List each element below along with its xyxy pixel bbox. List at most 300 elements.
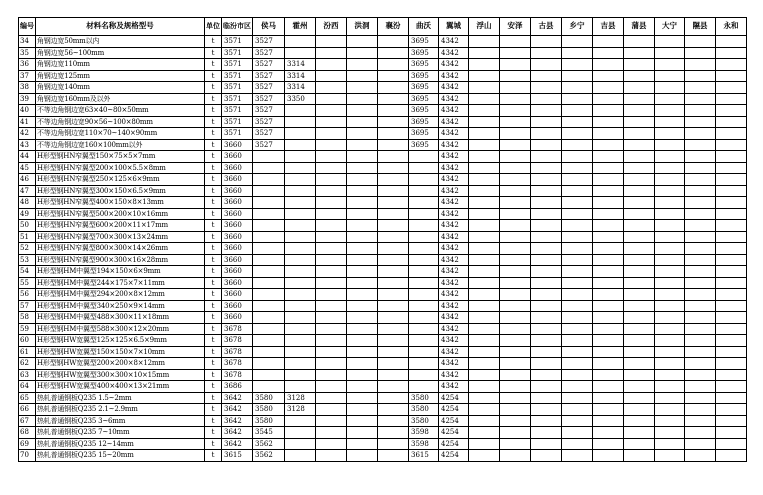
material-name-cell: H形型钢HM中翼型294×200×8×12mm: [36, 289, 205, 301]
material-name-cell: H形型钢HN窄翼型600×200×11×17mm: [36, 220, 205, 232]
price-cell: [316, 185, 347, 197]
price-cell: [378, 82, 409, 94]
material-name-cell: 不等边角钢边宽90×56~100×80mm: [36, 116, 205, 128]
price-cell: [655, 220, 685, 232]
price-cell: [285, 220, 316, 232]
price-cell: [469, 369, 500, 381]
price-cell: [316, 312, 347, 324]
price-cell: [685, 312, 716, 324]
price-cell: 3580: [253, 415, 285, 427]
row-number-cell: 56: [19, 289, 36, 301]
price-cell: [685, 300, 716, 312]
row-number-cell: 58: [19, 312, 36, 324]
material-name-cell: 不等边角钢边宽110×70~140×90mm: [36, 128, 205, 140]
price-cell: [285, 162, 316, 174]
price-cell: [316, 93, 347, 105]
price-cell: [316, 162, 347, 174]
price-cell: [655, 381, 685, 393]
material-name-cell: 热轧普通钢板Q235 3~6mm: [36, 415, 205, 427]
price-cell: [531, 312, 562, 324]
price-cell: [316, 231, 347, 243]
price-cell: [685, 450, 716, 462]
price-cell: 4342: [439, 105, 469, 117]
price-cell: 3642: [222, 438, 253, 450]
price-cell: [469, 93, 500, 105]
price-cell: [285, 300, 316, 312]
price-cell: 4342: [439, 116, 469, 128]
price-cell: 3678: [222, 358, 253, 370]
price-cell: [347, 116, 378, 128]
table-row: [19, 404, 747, 416]
material-name-cell: H形型钢HN窄翼型900×300×16×28mm: [36, 254, 205, 266]
price-cell: [531, 427, 562, 439]
price-cell: [500, 254, 531, 266]
price-cell: [685, 231, 716, 243]
price-cell: [285, 335, 316, 347]
table-row: [19, 128, 747, 140]
price-cell: 4342: [439, 36, 469, 48]
price-cell: 3660: [222, 243, 253, 255]
header-row: [19, 18, 747, 36]
price-cell: [253, 185, 285, 197]
price-cell: [409, 277, 439, 289]
price-cell: [500, 266, 531, 278]
price-cell: [500, 47, 531, 59]
price-cell: [469, 128, 500, 140]
price-cell: [624, 254, 655, 266]
unit-cell: t: [205, 174, 222, 186]
price-cell: [347, 346, 378, 358]
price-cell: [347, 254, 378, 266]
price-cell: [378, 220, 409, 232]
price-cell: [253, 358, 285, 370]
price-cell: [655, 231, 685, 243]
price-cell: [531, 139, 562, 151]
price-cell: [685, 128, 716, 140]
price-cell: [469, 185, 500, 197]
price-cell: [469, 139, 500, 151]
material-name-cell: H形型钢HM中翼型244×175×7×11mm: [36, 277, 205, 289]
price-cell: [562, 197, 593, 209]
row-number-cell: 41: [19, 116, 36, 128]
price-cell: 4342: [439, 208, 469, 220]
price-cell: [593, 220, 624, 232]
price-cell: [347, 59, 378, 71]
price-cell: 3660: [222, 266, 253, 278]
price-cell: [316, 404, 347, 416]
price-cell: [316, 392, 347, 404]
price-cell: [593, 346, 624, 358]
price-cell: [716, 174, 747, 186]
price-cell: 3527: [253, 139, 285, 151]
price-cell: [347, 369, 378, 381]
price-cell: 4342: [439, 254, 469, 266]
price-cell: [500, 358, 531, 370]
price-cell: [285, 116, 316, 128]
unit-cell: t: [205, 427, 222, 439]
material-name-cell: H形型钢HN窄翼型200×100×5.5×8mm: [36, 162, 205, 174]
price-cell: [655, 254, 685, 266]
price-cell: [378, 415, 409, 427]
column-header: 永和: [716, 18, 747, 36]
price-cell: [285, 36, 316, 48]
unit-cell: t: [205, 93, 222, 105]
row-number-cell: 65: [19, 392, 36, 404]
price-cell: [562, 266, 593, 278]
price-cell: 3128: [285, 404, 316, 416]
price-cell: 4342: [439, 59, 469, 71]
unit-cell: t: [205, 47, 222, 59]
price-cell: [716, 300, 747, 312]
unit-cell: t: [205, 369, 222, 381]
price-cell: [378, 289, 409, 301]
price-cell: [500, 128, 531, 140]
price-cell: [378, 438, 409, 450]
price-cell: [285, 323, 316, 335]
price-cell: [285, 208, 316, 220]
price-cell: [624, 289, 655, 301]
price-cell: [593, 82, 624, 94]
price-cell: [593, 139, 624, 151]
price-cell: [409, 185, 439, 197]
price-cell: [593, 243, 624, 255]
price-cell: [347, 392, 378, 404]
price-cell: [500, 36, 531, 48]
price-cell: [347, 82, 378, 94]
price-cell: [593, 277, 624, 289]
price-cell: [716, 438, 747, 450]
price-cell: [500, 208, 531, 220]
material-name-cell: 角钢边宽160mm及以外: [36, 93, 205, 105]
price-cell: 3660: [222, 231, 253, 243]
price-cell: [624, 392, 655, 404]
table-row: [19, 438, 747, 450]
table-row: [19, 266, 747, 278]
price-cell: [624, 59, 655, 71]
price-cell: 4342: [439, 369, 469, 381]
price-cell: [685, 82, 716, 94]
price-cell: [531, 36, 562, 48]
column-header: 襄汾: [378, 18, 409, 36]
price-cell: [655, 185, 685, 197]
price-cell: [655, 323, 685, 335]
row-number-cell: 57: [19, 300, 36, 312]
price-cell: [624, 404, 655, 416]
price-cell: [469, 151, 500, 163]
price-cell: [716, 36, 747, 48]
price-cell: 3695: [409, 47, 439, 59]
unit-cell: t: [205, 323, 222, 335]
table-row: [19, 312, 747, 324]
price-cell: 3678: [222, 369, 253, 381]
unit-cell: t: [205, 289, 222, 301]
price-cell: 3598: [409, 427, 439, 439]
price-cell: [531, 369, 562, 381]
table-row: [19, 197, 747, 209]
price-cell: [500, 381, 531, 393]
price-cell: [285, 254, 316, 266]
table-row: [19, 346, 747, 358]
price-cell: 3527: [253, 116, 285, 128]
table-row: [19, 139, 747, 151]
price-cell: [655, 116, 685, 128]
price-cell: [500, 231, 531, 243]
column-header: 单位: [205, 18, 222, 36]
row-number-cell: 36: [19, 59, 36, 71]
material-name-cell: H形型钢HW宽翼型200×200×8×12mm: [36, 358, 205, 370]
price-cell: [593, 323, 624, 335]
price-cell: 3642: [222, 415, 253, 427]
row-number-cell: 55: [19, 277, 36, 289]
price-cell: 3350: [285, 93, 316, 105]
price-cell: [624, 197, 655, 209]
price-cell: [685, 139, 716, 151]
price-cell: 3128: [285, 392, 316, 404]
column-header: 翼城: [439, 18, 469, 36]
price-cell: [562, 174, 593, 186]
price-cell: [316, 197, 347, 209]
price-cell: [347, 450, 378, 462]
price-cell: [655, 312, 685, 324]
price-cell: [469, 220, 500, 232]
column-header: 隰县: [685, 18, 716, 36]
price-cell: [716, 323, 747, 335]
price-cell: [531, 174, 562, 186]
price-cell: [347, 162, 378, 174]
price-cell: [253, 197, 285, 209]
price-cell: [655, 174, 685, 186]
unit-cell: t: [205, 392, 222, 404]
price-cell: [316, 128, 347, 140]
price-cell: [469, 82, 500, 94]
price-cell: [685, 358, 716, 370]
price-cell: 4342: [439, 243, 469, 255]
price-cell: [655, 427, 685, 439]
price-cell: [285, 185, 316, 197]
price-cell: [593, 254, 624, 266]
row-number-cell: 47: [19, 185, 36, 197]
price-cell: [716, 277, 747, 289]
price-cell: [316, 220, 347, 232]
price-cell: [285, 277, 316, 289]
price-cell: [347, 197, 378, 209]
price-cell: [285, 174, 316, 186]
table-row: [19, 174, 747, 186]
price-cell: 3660: [222, 300, 253, 312]
price-cell: 3527: [253, 70, 285, 82]
table-row: [19, 116, 747, 128]
price-cell: [469, 381, 500, 393]
price-cell: [316, 82, 347, 94]
price-cell: [316, 174, 347, 186]
price-cell: [685, 174, 716, 186]
column-header: 大宁: [655, 18, 685, 36]
price-cell: [716, 59, 747, 71]
price-cell: 3660: [222, 197, 253, 209]
price-cell: [378, 151, 409, 163]
price-cell: [469, 438, 500, 450]
price-cell: [593, 93, 624, 105]
price-cell: [531, 438, 562, 450]
price-cell: [655, 70, 685, 82]
price-cell: [593, 438, 624, 450]
price-cell: 4342: [439, 358, 469, 370]
price-cell: [409, 312, 439, 324]
price-cell: 3314: [285, 70, 316, 82]
price-cell: [562, 404, 593, 416]
price-cell: 4342: [439, 300, 469, 312]
price-cell: [378, 231, 409, 243]
price-cell: 3678: [222, 323, 253, 335]
unit-cell: t: [205, 358, 222, 370]
column-header: 侯马: [253, 18, 285, 36]
price-cell: 3695: [409, 36, 439, 48]
price-cell: [285, 105, 316, 117]
price-cell: [347, 128, 378, 140]
price-cell: [624, 277, 655, 289]
price-cell: [562, 208, 593, 220]
price-cell: [253, 231, 285, 243]
row-number-cell: 38: [19, 82, 36, 94]
price-cell: [655, 36, 685, 48]
price-cell: [285, 415, 316, 427]
price-cell: 3695: [409, 105, 439, 117]
price-cell: [409, 369, 439, 381]
material-name-cell: 角钢边宽125mm: [36, 70, 205, 82]
price-cell: [531, 116, 562, 128]
price-cell: [655, 358, 685, 370]
price-cell: [624, 312, 655, 324]
row-number-cell: 53: [19, 254, 36, 266]
price-cell: [378, 162, 409, 174]
price-cell: [347, 312, 378, 324]
price-cell: [655, 197, 685, 209]
price-cell: 4342: [439, 128, 469, 140]
price-cell: [624, 105, 655, 117]
price-cell: [409, 266, 439, 278]
price-cell: 3660: [222, 208, 253, 220]
price-cell: [685, 323, 716, 335]
price-cell: [285, 450, 316, 462]
table-row: [19, 335, 747, 347]
price-cell: [593, 312, 624, 324]
row-number-cell: 48: [19, 197, 36, 209]
row-number-cell: 62: [19, 358, 36, 370]
price-cell: [716, 220, 747, 232]
price-cell: [347, 36, 378, 48]
price-cell: [347, 427, 378, 439]
row-number-cell: 61: [19, 346, 36, 358]
price-cell: 3660: [222, 312, 253, 324]
price-cell: [685, 185, 716, 197]
price-cell: 3571: [222, 128, 253, 140]
table-row: [19, 300, 747, 312]
price-cell: [716, 208, 747, 220]
price-cell: 3660: [222, 289, 253, 301]
material-name-cell: H形型钢HM中翼型488×300×11×18mm: [36, 312, 205, 324]
row-number-cell: 49: [19, 208, 36, 220]
price-cell: 3660: [222, 277, 253, 289]
price-cell: [285, 381, 316, 393]
unit-cell: t: [205, 231, 222, 243]
price-cell: 4342: [439, 162, 469, 174]
row-number-cell: 34: [19, 36, 36, 48]
price-cell: [562, 358, 593, 370]
price-cell: 3660: [222, 151, 253, 163]
price-cell: [253, 369, 285, 381]
price-cell: [655, 93, 685, 105]
material-name-cell: H形型钢HW宽翼型300×300×10×15mm: [36, 369, 205, 381]
price-cell: [531, 185, 562, 197]
price-cell: 4342: [439, 174, 469, 186]
price-cell: [378, 47, 409, 59]
price-cell: 4342: [439, 220, 469, 232]
price-cell: [253, 289, 285, 301]
material-name-cell: 角钢边宽50mm以内: [36, 36, 205, 48]
price-cell: [469, 335, 500, 347]
price-cell: 3571: [222, 36, 253, 48]
material-name-cell: H形型钢HM中翼型194×150×6×9mm: [36, 266, 205, 278]
material-price-table: [18, 17, 747, 462]
price-cell: [409, 231, 439, 243]
price-cell: [593, 358, 624, 370]
price-cell: [316, 277, 347, 289]
price-cell: [716, 243, 747, 255]
price-cell: [469, 300, 500, 312]
price-cell: 3314: [285, 59, 316, 71]
row-number-cell: 69: [19, 438, 36, 450]
table-row: [19, 70, 747, 82]
price-cell: 4342: [439, 312, 469, 324]
price-cell: 4342: [439, 323, 469, 335]
price-cell: [624, 220, 655, 232]
price-cell: [347, 185, 378, 197]
unit-cell: t: [205, 300, 222, 312]
price-cell: [562, 151, 593, 163]
price-cell: 3678: [222, 346, 253, 358]
price-cell: [655, 277, 685, 289]
price-cell: [562, 392, 593, 404]
price-cell: [624, 162, 655, 174]
price-cell: 3598: [409, 438, 439, 450]
price-cell: [624, 300, 655, 312]
price-cell: [716, 369, 747, 381]
price-cell: 4254: [439, 438, 469, 450]
price-cell: [316, 47, 347, 59]
price-cell: [655, 82, 685, 94]
price-cell: 4342: [439, 47, 469, 59]
price-cell: [409, 289, 439, 301]
price-cell: [285, 438, 316, 450]
price-cell: [624, 93, 655, 105]
price-cell: [562, 300, 593, 312]
price-cell: [655, 289, 685, 301]
row-number-cell: 42: [19, 128, 36, 140]
table-row: [19, 415, 747, 427]
price-cell: [409, 335, 439, 347]
price-cell: [378, 128, 409, 140]
price-cell: [500, 139, 531, 151]
price-cell: [253, 381, 285, 393]
material-name-cell: 不等边角钢边宽63×40~80×50mm: [36, 105, 205, 117]
table-row: [19, 47, 747, 59]
price-cell: [624, 358, 655, 370]
price-cell: [716, 254, 747, 266]
price-cell: 3580: [409, 404, 439, 416]
price-cell: [316, 427, 347, 439]
price-cell: [531, 300, 562, 312]
price-cell: 3571: [222, 93, 253, 105]
